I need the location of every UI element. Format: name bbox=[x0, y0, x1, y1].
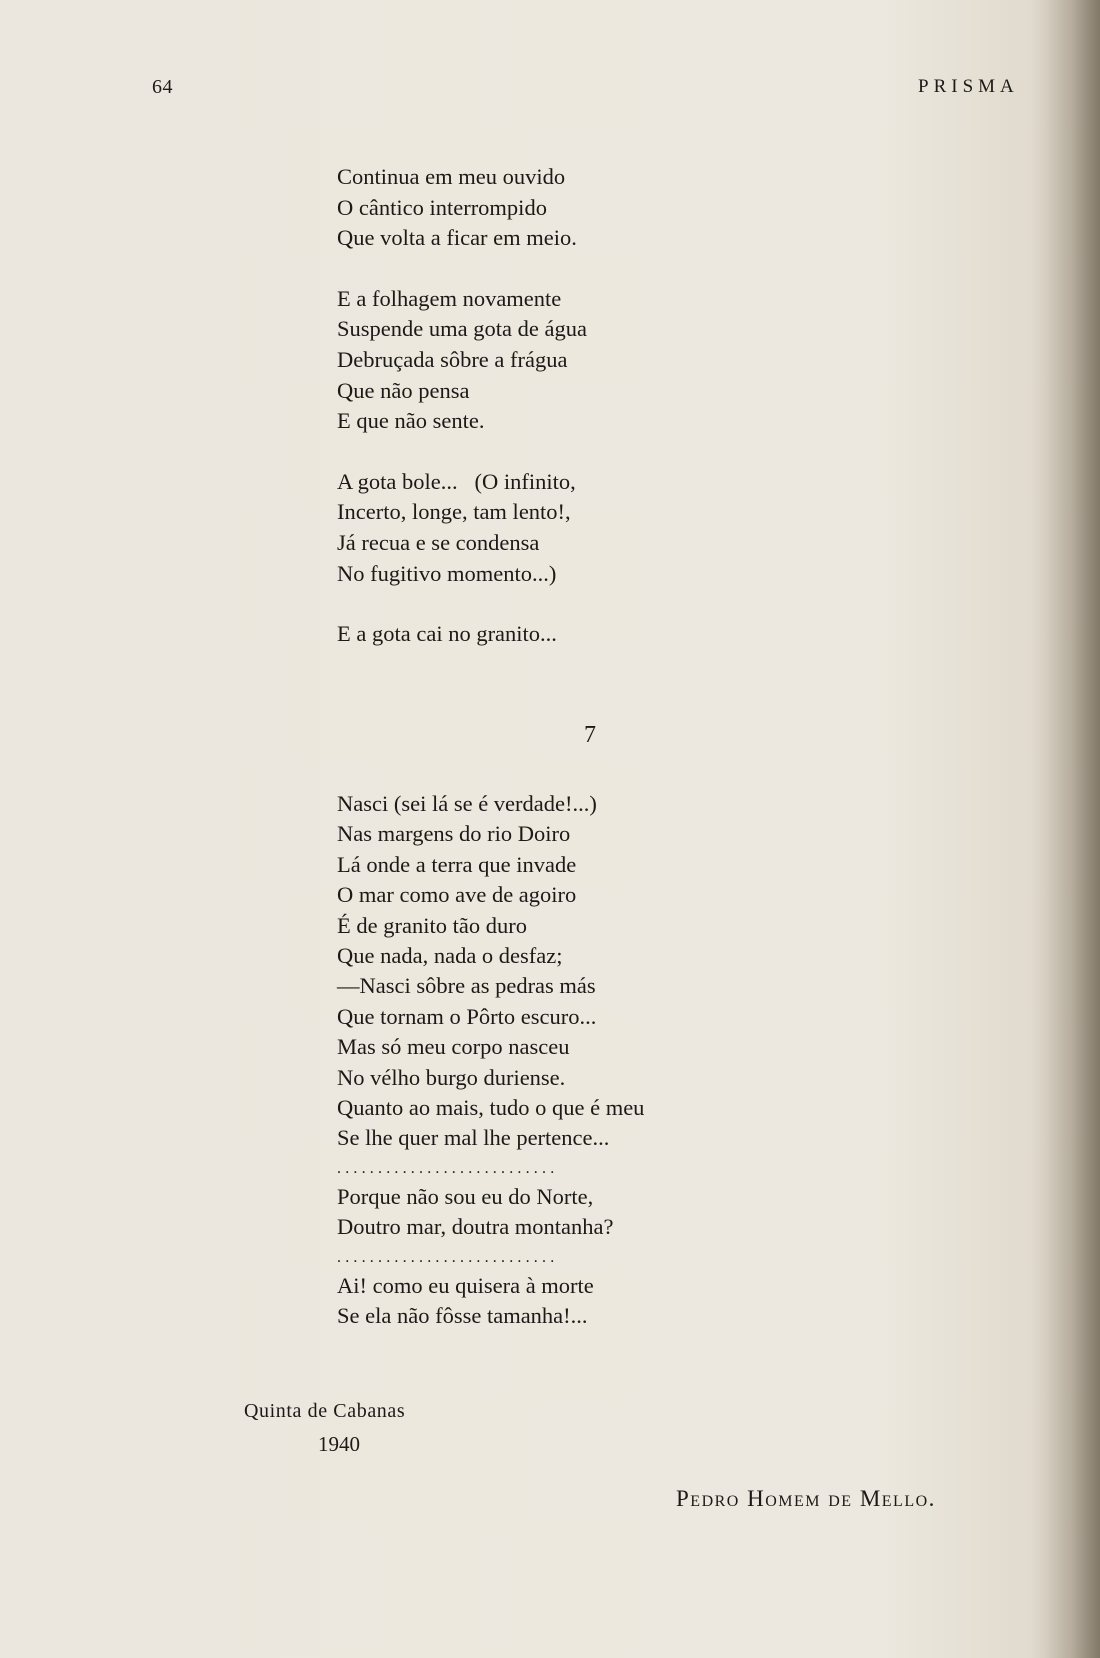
verse-line: O cântico interrompido bbox=[337, 194, 547, 220]
verse-line: Doutro mar, doutra montanha? bbox=[337, 1214, 614, 1240]
verse-line: No fugitivo momento...) bbox=[337, 560, 557, 586]
verse-line: Lá onde a terra que invade bbox=[337, 851, 577, 877]
verse-line: E a folhagem novamente bbox=[337, 285, 562, 311]
verse-line: Suspende uma gota de água bbox=[337, 316, 587, 342]
verse-line: Porque não sou eu do Norte, bbox=[337, 1183, 594, 1209]
verse-line: Mas só meu corpo nasceu bbox=[337, 1034, 570, 1060]
verse-line: Que volta a ficar em meio. bbox=[337, 225, 577, 251]
verse-line: A gota bole... (O infinito, bbox=[337, 468, 576, 494]
section-number: 7 bbox=[584, 722, 596, 748]
ellipsis-divider: ........................... bbox=[337, 1159, 559, 1177]
stanza bbox=[337, 467, 777, 589]
verse-line: No vélho burgo duriense. bbox=[337, 1064, 566, 1090]
verse-line: Que nada, nada o desfaz; bbox=[337, 943, 563, 969]
verse-line: Já recua e se condensa bbox=[337, 529, 540, 555]
page-number: 64 bbox=[152, 76, 173, 98]
stanza bbox=[337, 284, 777, 437]
verse-line: Se ela não fôsse tamanha!... bbox=[337, 1303, 588, 1329]
place-of-writing: Quinta de Cabanas bbox=[244, 1400, 406, 1422]
verse-line: Debruçada sôbre a frágua bbox=[337, 346, 568, 372]
poem-part-two bbox=[337, 789, 777, 1332]
verse-line: Ai! como eu quisera à morte bbox=[337, 1272, 594, 1298]
verse-line: Que tornam o Pôrto escuro... bbox=[337, 1003, 597, 1029]
stanza bbox=[337, 162, 777, 254]
verse-line: Quanto ao mais, tudo o que é meu bbox=[337, 1095, 645, 1121]
running-title: PRISMA bbox=[918, 76, 1019, 97]
page-edge-shadow bbox=[1030, 0, 1100, 1658]
author-signature: Pedro Homem de Mello. bbox=[676, 1486, 936, 1511]
verse-line: E a gota cai no granito... bbox=[337, 621, 557, 647]
year-of-writing: 1940 bbox=[318, 1432, 360, 1456]
verse-line: Se lhe quer mal lhe pertence... bbox=[337, 1125, 610, 1151]
verse-line: O mar como ave de agoiro bbox=[337, 882, 577, 908]
poem-part-one bbox=[337, 162, 777, 680]
stanza bbox=[337, 619, 777, 650]
verse-line: —Nasci sôbre as pedras más bbox=[337, 973, 596, 999]
verse-line: Nas margens do rio Doiro bbox=[337, 821, 571, 847]
verse-line: Que não pensa bbox=[337, 377, 470, 403]
verse-line: É de granito tão duro bbox=[337, 912, 527, 938]
verse-line: Nasci (sei lá se é verdade!...) bbox=[337, 791, 597, 816]
ellipsis-divider: ........................... bbox=[337, 1248, 559, 1266]
verse-line: Continua em meu ouvido bbox=[337, 164, 566, 189]
verse-line: E que não sente. bbox=[337, 408, 485, 434]
verse-line: Incerto, longe, tam lento!, bbox=[337, 499, 571, 525]
